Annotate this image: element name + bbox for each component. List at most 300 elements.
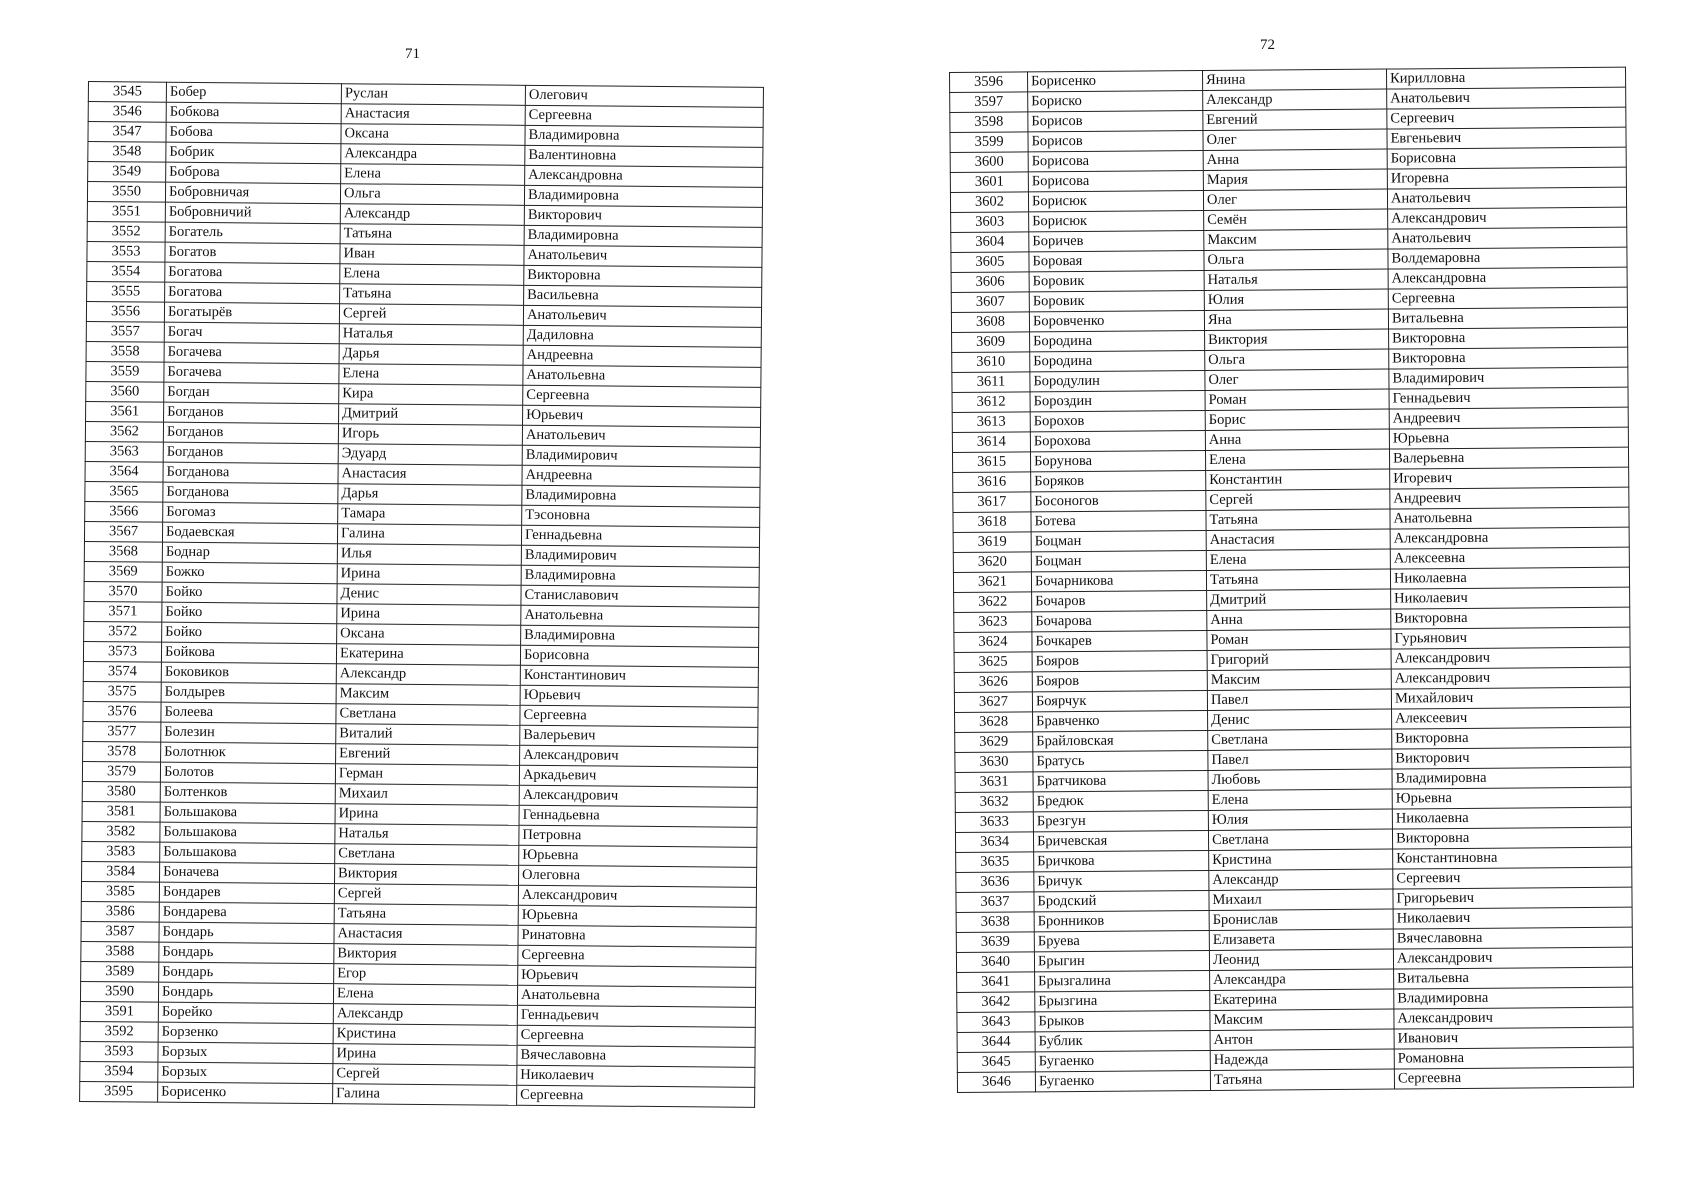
row-number: 3603 xyxy=(951,212,1029,233)
row-number: 3606 xyxy=(951,272,1029,293)
surname-cell: Бояров xyxy=(1032,650,1207,671)
surname-cell: Борисюк xyxy=(1029,211,1204,232)
patronymic-cell: Николаевич xyxy=(517,1065,755,1087)
first-name-cell: Оксана xyxy=(341,124,525,146)
patronymic-cell: Александрович xyxy=(519,785,757,807)
row-number: 3612 xyxy=(952,392,1030,413)
patronymic-cell: Александровна xyxy=(1388,267,1627,289)
surname-cell: Большакова xyxy=(160,802,335,824)
row-number: 3584 xyxy=(82,861,160,882)
patronymic-cell: Сергеевна xyxy=(1388,287,1627,309)
row-number: 3575 xyxy=(83,681,161,702)
first-name-cell: Мария xyxy=(1203,169,1387,190)
surname-cell: Бобровничий xyxy=(165,202,340,224)
row-number: 3617 xyxy=(953,492,1031,513)
first-name-cell: Александра xyxy=(341,144,525,166)
surname-cell: Боричев xyxy=(1029,231,1204,252)
patronymic-cell: Сергеевич xyxy=(1393,867,1632,889)
row-number: 3620 xyxy=(953,552,1031,573)
surname-cell: Бочарникова xyxy=(1031,570,1206,591)
surname-cell: Бойко xyxy=(162,602,337,624)
surname-cell: Бороздин xyxy=(1030,390,1205,411)
surname-cell: Бобровничая xyxy=(165,182,340,204)
first-name-cell: Ирина xyxy=(335,804,519,826)
first-name-cell: Борис xyxy=(1205,409,1389,430)
first-name-cell: Олег xyxy=(1203,189,1387,210)
surname-cell: Бугаенко xyxy=(1035,1070,1210,1091)
first-name-cell: Герман xyxy=(335,764,519,786)
first-name-cell: Дмитрий xyxy=(339,404,523,426)
row-number: 3569 xyxy=(84,561,162,582)
patronymic-cell: Вячеславовна xyxy=(517,1045,755,1067)
first-name-cell: Виталий xyxy=(336,724,520,746)
row-number: 3625 xyxy=(954,652,1032,673)
row-number: 3596 xyxy=(950,72,1028,93)
first-name-cell: Татьяна xyxy=(1206,569,1390,590)
surname-cell: Бричкова xyxy=(1034,850,1209,871)
surname-cell: Братусь xyxy=(1033,750,1208,771)
row-number: 3581 xyxy=(82,801,160,822)
first-name-cell: Семён xyxy=(1204,209,1388,230)
surname-cell: Борисова xyxy=(1028,151,1203,172)
row-number: 3601 xyxy=(950,172,1028,193)
surname-cell: Божко xyxy=(162,562,337,584)
first-name-cell: Дарья xyxy=(338,484,522,506)
row-number: 3573 xyxy=(83,641,161,662)
patronymic-cell: Витальевна xyxy=(1394,967,1633,989)
surname-cell: Бричевская xyxy=(1033,830,1208,851)
surname-cell: Бондарь xyxy=(159,962,334,984)
patronymic-cell: Николаевна xyxy=(1390,567,1629,589)
row-number: 3545 xyxy=(88,82,166,103)
row-number: 3613 xyxy=(952,412,1030,433)
first-name-cell: Елизавета xyxy=(1209,929,1393,950)
patronymic-cell: Александрович xyxy=(1391,647,1630,669)
surname-cell: Боковиков xyxy=(161,662,336,684)
surname-cell: Богдан xyxy=(164,382,339,404)
patronymic-cell: Сергеевна xyxy=(517,1025,755,1047)
surname-cell: Бондарев xyxy=(159,882,334,904)
row-number: 3557 xyxy=(86,321,164,342)
surname-cell: Богачева xyxy=(164,342,339,364)
row-number: 3579 xyxy=(82,761,160,782)
patronymic-cell: Сергеевна xyxy=(517,1085,755,1107)
row-number: 3637 xyxy=(956,892,1034,913)
surname-cell: Бочкарев xyxy=(1032,630,1207,651)
row-number: 3632 xyxy=(955,792,1033,813)
first-name-cell: Эдуард xyxy=(338,444,522,466)
patronymic-cell: Юрьевич xyxy=(523,405,761,427)
patronymic-cell: Андреевна xyxy=(522,465,760,487)
row-number: 3574 xyxy=(83,661,161,682)
surname-cell: Богданов xyxy=(163,442,338,464)
patronymic-cell: Геннадьевна xyxy=(521,525,759,547)
patronymic-cell: Ринатовна xyxy=(518,925,756,947)
row-number: 3646 xyxy=(957,1072,1035,1093)
surname-cell: Бориско xyxy=(1028,91,1203,112)
row-number: 3558 xyxy=(86,341,164,362)
first-name-cell: Елена xyxy=(1208,789,1392,810)
row-number: 3564 xyxy=(85,461,163,482)
first-name-cell: Виктория xyxy=(334,944,518,966)
patronymic-cell: Викторовна xyxy=(1389,327,1628,349)
surname-cell: Борисов xyxy=(1028,131,1203,152)
first-name-cell: Константин xyxy=(1206,469,1390,490)
row-number: 3578 xyxy=(83,741,161,762)
surname-cell: Богач xyxy=(164,322,339,344)
row-number: 3615 xyxy=(952,452,1030,473)
patronymic-cell: Константинович xyxy=(520,665,758,687)
surname-cell: Богданова xyxy=(163,462,338,484)
row-number: 3547 xyxy=(88,122,166,143)
row-number: 3645 xyxy=(957,1052,1035,1073)
surname-cell: Борохов xyxy=(1030,410,1205,431)
surname-cell: Бородина xyxy=(1030,331,1205,352)
first-name-cell: Яна xyxy=(1204,309,1388,330)
first-name-cell: Елена xyxy=(339,364,523,386)
first-name-cell: Евгений xyxy=(336,744,520,766)
first-name-cell: Александр xyxy=(1209,869,1393,890)
row-number: 3602 xyxy=(950,192,1028,213)
first-name-cell: Дмитрий xyxy=(1207,589,1391,610)
surname-cell: Боряков xyxy=(1031,470,1206,491)
patronymic-cell: Геннадьевич xyxy=(1389,387,1628,409)
row-number: 3630 xyxy=(955,752,1033,773)
first-name-cell: Павел xyxy=(1208,749,1392,770)
patronymic-cell: Анатольевич xyxy=(1388,227,1627,249)
surname-cell: Бойкова xyxy=(161,642,336,664)
surname-cell: Бронников xyxy=(1034,910,1209,931)
surname-cell: Болеева xyxy=(161,702,336,724)
first-name-cell: Максим xyxy=(1210,1009,1394,1030)
patronymic-cell: Викторовна xyxy=(1389,347,1628,369)
patronymic-cell: Борисовна xyxy=(520,645,758,667)
first-name-cell: Татьяна xyxy=(1210,1069,1394,1090)
first-name-cell: Светлана xyxy=(336,704,520,726)
surname-cell: Боровая xyxy=(1029,251,1204,272)
surname-cell: Большакова xyxy=(160,822,335,844)
patronymic-cell: Александрович xyxy=(1391,667,1630,689)
patronymic-cell: Геннадьевна xyxy=(519,805,757,827)
row-number: 3609 xyxy=(952,332,1030,353)
first-name-cell: Дарья xyxy=(339,344,523,366)
first-name-cell: Юлия xyxy=(1204,289,1388,310)
surname-cell: Борисов xyxy=(1028,111,1203,132)
row-number: 3626 xyxy=(954,672,1032,693)
first-name-cell: Михаил xyxy=(1209,889,1393,910)
row-number: 3571 xyxy=(84,601,162,622)
row-number: 3624 xyxy=(954,632,1032,653)
first-name-cell: Роман xyxy=(1207,629,1391,650)
surname-cell: Борейко xyxy=(158,1002,333,1024)
patronymic-cell: Юрьевич xyxy=(520,685,758,707)
patronymic-cell: Игоревна xyxy=(1387,167,1626,189)
first-name-cell: Александра xyxy=(1210,969,1394,990)
row-number: 3600 xyxy=(950,152,1028,173)
patronymic-cell: Владимировна xyxy=(521,565,759,587)
first-name-cell: Надежда xyxy=(1210,1049,1394,1070)
patronymic-cell: Владимировна xyxy=(1394,987,1633,1009)
surname-cell: Боярчук xyxy=(1032,690,1207,711)
surname-cell: Брайловская xyxy=(1033,730,1208,751)
patronymic-cell: Анатольевна xyxy=(1390,507,1629,529)
row-number: 3614 xyxy=(952,432,1030,453)
surname-cell: Брызгина xyxy=(1035,990,1210,1011)
surname-cell: Богатова xyxy=(165,282,340,304)
patronymic-cell: Юрьевна xyxy=(1389,427,1628,449)
surname-cell: Бородина xyxy=(1030,351,1205,372)
surname-cell: Бочаров xyxy=(1032,590,1207,611)
row-number: 3590 xyxy=(80,981,158,1002)
patronymic-cell: Анатольевич xyxy=(1387,187,1626,209)
row-number: 3549 xyxy=(88,162,166,183)
surname-cell: Бобкова xyxy=(166,102,341,124)
first-name-cell: Антон xyxy=(1210,1029,1394,1050)
surname-cell: Борзенко xyxy=(158,1022,333,1044)
first-name-cell: Наталья xyxy=(1204,269,1388,290)
surname-cell: Богатырёв xyxy=(164,302,339,324)
patronymic-cell: Игоревич xyxy=(1390,467,1629,489)
surname-cell: Богомаз xyxy=(163,502,338,524)
surname-cell: Болезин xyxy=(161,722,336,744)
row-number: 3599 xyxy=(950,132,1028,153)
surname-cell: Бруева xyxy=(1034,930,1209,951)
surname-cell: Брыков xyxy=(1035,1010,1210,1031)
surname-cell: Болтенков xyxy=(160,782,335,804)
surname-cell: Богатель xyxy=(165,222,340,244)
patronymic-cell: Анатольевич xyxy=(524,245,762,267)
row-number: 3563 xyxy=(85,441,163,462)
first-name-cell: Руслан xyxy=(341,84,525,106)
row-number: 3580 xyxy=(82,781,160,802)
patronymic-cell: Александрович xyxy=(1393,947,1632,969)
first-name-cell: Роман xyxy=(1205,389,1389,410)
roster-table-right xyxy=(949,67,1634,1093)
first-name-cell: Максим xyxy=(336,684,520,706)
surname-cell: Брыгин xyxy=(1034,950,1209,971)
first-name-cell: Михаил xyxy=(335,784,519,806)
patronymic-cell: Сергеевна xyxy=(525,105,763,127)
first-name-cell: Светлана xyxy=(335,844,519,866)
first-name-cell: Максим xyxy=(1204,229,1388,250)
patronymic-cell: Владимировна xyxy=(524,185,762,207)
first-name-cell: Анна xyxy=(1203,149,1387,170)
first-name-cell: Кира xyxy=(339,384,523,406)
row-number: 3566 xyxy=(85,501,163,522)
patronymic-cell: Олегович xyxy=(525,85,763,107)
row-number: 3594 xyxy=(80,1061,158,1082)
row-number: 3598 xyxy=(950,112,1028,133)
first-name-cell: Денис xyxy=(1208,709,1392,730)
surname-cell: Боровченко xyxy=(1029,311,1204,332)
first-name-cell: Александр xyxy=(333,1004,517,1026)
first-name-cell: Денис xyxy=(337,584,521,606)
patronymic-cell: Викторович xyxy=(1392,747,1631,769)
surname-cell: Бравченко xyxy=(1033,710,1208,731)
row-number: 3604 xyxy=(951,232,1029,253)
first-name-cell: Светлана xyxy=(1208,729,1392,750)
patronymic-cell: Олеговна xyxy=(518,865,756,887)
row-number: 3635 xyxy=(956,852,1034,873)
row-number: 3608 xyxy=(951,312,1029,333)
patronymic-cell: Валерьевна xyxy=(1389,447,1628,469)
first-name-cell: Иван xyxy=(340,244,524,266)
patronymic-cell: Викторовна xyxy=(1392,827,1631,849)
surname-cell: Бредюк xyxy=(1033,790,1208,811)
row-number: 3567 xyxy=(84,521,162,542)
first-name-cell: Елена xyxy=(340,264,524,286)
first-name-cell: Александр xyxy=(336,664,520,686)
row-number: 3591 xyxy=(80,1001,158,1022)
row-number: 3554 xyxy=(87,261,165,282)
first-name-cell: Татьяна xyxy=(1206,509,1390,530)
patronymic-cell: Анатольевна xyxy=(521,605,759,627)
patronymic-cell: Николаевна xyxy=(1392,807,1631,829)
patronymic-cell: Андреевна xyxy=(523,345,761,367)
first-name-cell: Ирина xyxy=(333,1044,517,1066)
row-number: 3565 xyxy=(85,481,163,502)
row-number: 3629 xyxy=(955,732,1033,753)
first-name-cell: Виктория xyxy=(1205,329,1389,350)
first-name-cell: Анастасия xyxy=(341,104,525,126)
surname-cell: Боначева xyxy=(160,862,335,884)
row-number: 3593 xyxy=(80,1041,158,1062)
first-name-cell: Юлия xyxy=(1208,809,1392,830)
surname-cell: Бобова xyxy=(166,122,341,144)
row-number: 3631 xyxy=(955,772,1033,793)
patronymic-cell: Юрьевна xyxy=(1392,787,1631,809)
first-name-cell: Александр xyxy=(1203,89,1387,110)
first-name-cell: Анна xyxy=(1207,609,1391,630)
row-number: 3582 xyxy=(82,821,160,842)
row-number: 3548 xyxy=(88,142,166,163)
patronymic-cell: Васильевна xyxy=(524,285,762,307)
patronymic-cell: Геннадьевич xyxy=(517,1005,755,1027)
first-name-cell: Леонид xyxy=(1209,949,1393,970)
first-name-cell: Светлана xyxy=(1208,829,1392,850)
patronymic-cell: Николаевич xyxy=(1391,587,1630,609)
patronymic-cell: Анатольевна xyxy=(523,365,761,387)
surname-cell: Бричук xyxy=(1034,870,1209,891)
surname-cell: Болотнюк xyxy=(161,742,336,764)
surname-cell: Боброва xyxy=(166,162,341,184)
patronymic-cell: Волдемаровна xyxy=(1388,247,1627,269)
patronymic-cell: Александрович xyxy=(1388,207,1627,229)
first-name-cell: Анастасия xyxy=(338,464,522,486)
surname-cell: Брызгалина xyxy=(1035,970,1210,991)
row-number: 3619 xyxy=(953,532,1031,553)
patronymic-cell: Станиславович xyxy=(521,585,759,607)
first-name-cell: Анастасия xyxy=(334,924,518,946)
patronymic-cell: Анатольевич xyxy=(1387,87,1626,109)
patronymic-cell: Александровна xyxy=(1390,527,1629,549)
patronymic-cell: Владимирович xyxy=(521,545,759,567)
patronymic-cell: Сергеевич xyxy=(1387,107,1626,129)
surname-cell: Богданов xyxy=(163,422,338,444)
patronymic-cell: Николаевич xyxy=(1393,907,1632,929)
patronymic-cell: Анатольевич xyxy=(522,425,760,447)
roster-table-left xyxy=(79,81,764,1108)
row-number: 3576 xyxy=(83,701,161,722)
patronymic-cell: Юрьевна xyxy=(518,905,756,927)
patronymic-cell: Дадиловна xyxy=(523,325,761,347)
row-number: 3572 xyxy=(84,621,162,642)
patronymic-cell: Владимировна xyxy=(525,125,763,147)
first-name-cell: Тамара xyxy=(338,504,522,526)
surname-cell: Бобер xyxy=(166,82,341,104)
surname-cell: Бородулин xyxy=(1030,370,1205,391)
patronymic-cell: Валентиновна xyxy=(525,145,763,167)
first-name-cell: Бронислав xyxy=(1209,909,1393,930)
patronymic-cell: Константиновна xyxy=(1393,847,1632,869)
patronymic-cell: Владимирович xyxy=(1389,367,1628,389)
row-number: 3589 xyxy=(81,961,159,982)
surname-cell: Борунова xyxy=(1030,450,1205,471)
surname-cell: Богачева xyxy=(164,362,339,384)
row-number: 3551 xyxy=(87,201,165,222)
first-name-cell: Павел xyxy=(1207,689,1391,710)
first-name-cell: Ольга xyxy=(1204,249,1388,270)
first-name-cell: Илья xyxy=(337,544,521,566)
row-number: 3550 xyxy=(87,182,165,203)
surname-cell: Бублик xyxy=(1035,1030,1210,1051)
patronymic-cell: Михайлович xyxy=(1391,687,1630,709)
row-number: 3559 xyxy=(86,361,164,382)
row-number: 3633 xyxy=(955,812,1033,833)
surname-cell: Бондарева xyxy=(159,902,334,924)
row-number: 3553 xyxy=(87,241,165,262)
first-name-cell: Татьяна xyxy=(334,904,518,926)
row-number: 3570 xyxy=(84,581,162,602)
surname-cell: Братчикова xyxy=(1033,770,1208,791)
row-number: 3597 xyxy=(950,92,1028,113)
first-name-cell: Олег xyxy=(1203,129,1387,150)
patronymic-cell: Витальевна xyxy=(1388,307,1627,329)
first-name-cell: Оксана xyxy=(337,624,521,646)
patronymic-cell: Евгеньевич xyxy=(1387,127,1626,149)
patronymic-cell: Иванович xyxy=(1394,1027,1633,1049)
first-name-cell: Наталья xyxy=(339,324,523,346)
patronymic-cell: Алексеевич xyxy=(1392,707,1631,729)
row-number: 3644 xyxy=(957,1032,1035,1053)
first-name-cell: Ольга xyxy=(1205,349,1389,370)
surname-cell: Боцман xyxy=(1031,530,1206,551)
row-number: 3640 xyxy=(956,952,1034,973)
patronymic-cell: Викторович xyxy=(524,205,762,227)
surname-cell: Боцман xyxy=(1031,550,1206,571)
first-name-cell: Сергей xyxy=(339,304,523,326)
patronymic-cell: Сергеевна xyxy=(523,385,761,407)
first-name-cell: Виктория xyxy=(335,864,519,886)
first-name-cell: Екатерина xyxy=(1210,989,1394,1010)
surname-cell: Бондарь xyxy=(159,942,334,964)
first-name-cell: Наталья xyxy=(335,824,519,846)
row-number: 3592 xyxy=(80,1021,158,1042)
surname-cell: Борохова xyxy=(1030,430,1205,451)
page-number-right: 72 xyxy=(1260,37,1275,53)
patronymic-cell: Валерьевич xyxy=(520,725,758,747)
patronymic-cell: Викторовна xyxy=(1391,607,1630,629)
patronymic-cell: Александровна xyxy=(525,165,763,187)
row-number: 3643 xyxy=(957,1012,1035,1033)
row-number: 3642 xyxy=(957,992,1035,1013)
surname-cell: Бойко xyxy=(162,622,337,644)
row-number: 3588 xyxy=(81,941,159,962)
row-number: 3618 xyxy=(953,512,1031,533)
patronymic-cell: Тэсоновна xyxy=(522,505,760,527)
patronymic-cell: Анатольевна xyxy=(517,985,755,1007)
surname-cell: Бродский xyxy=(1034,890,1209,911)
